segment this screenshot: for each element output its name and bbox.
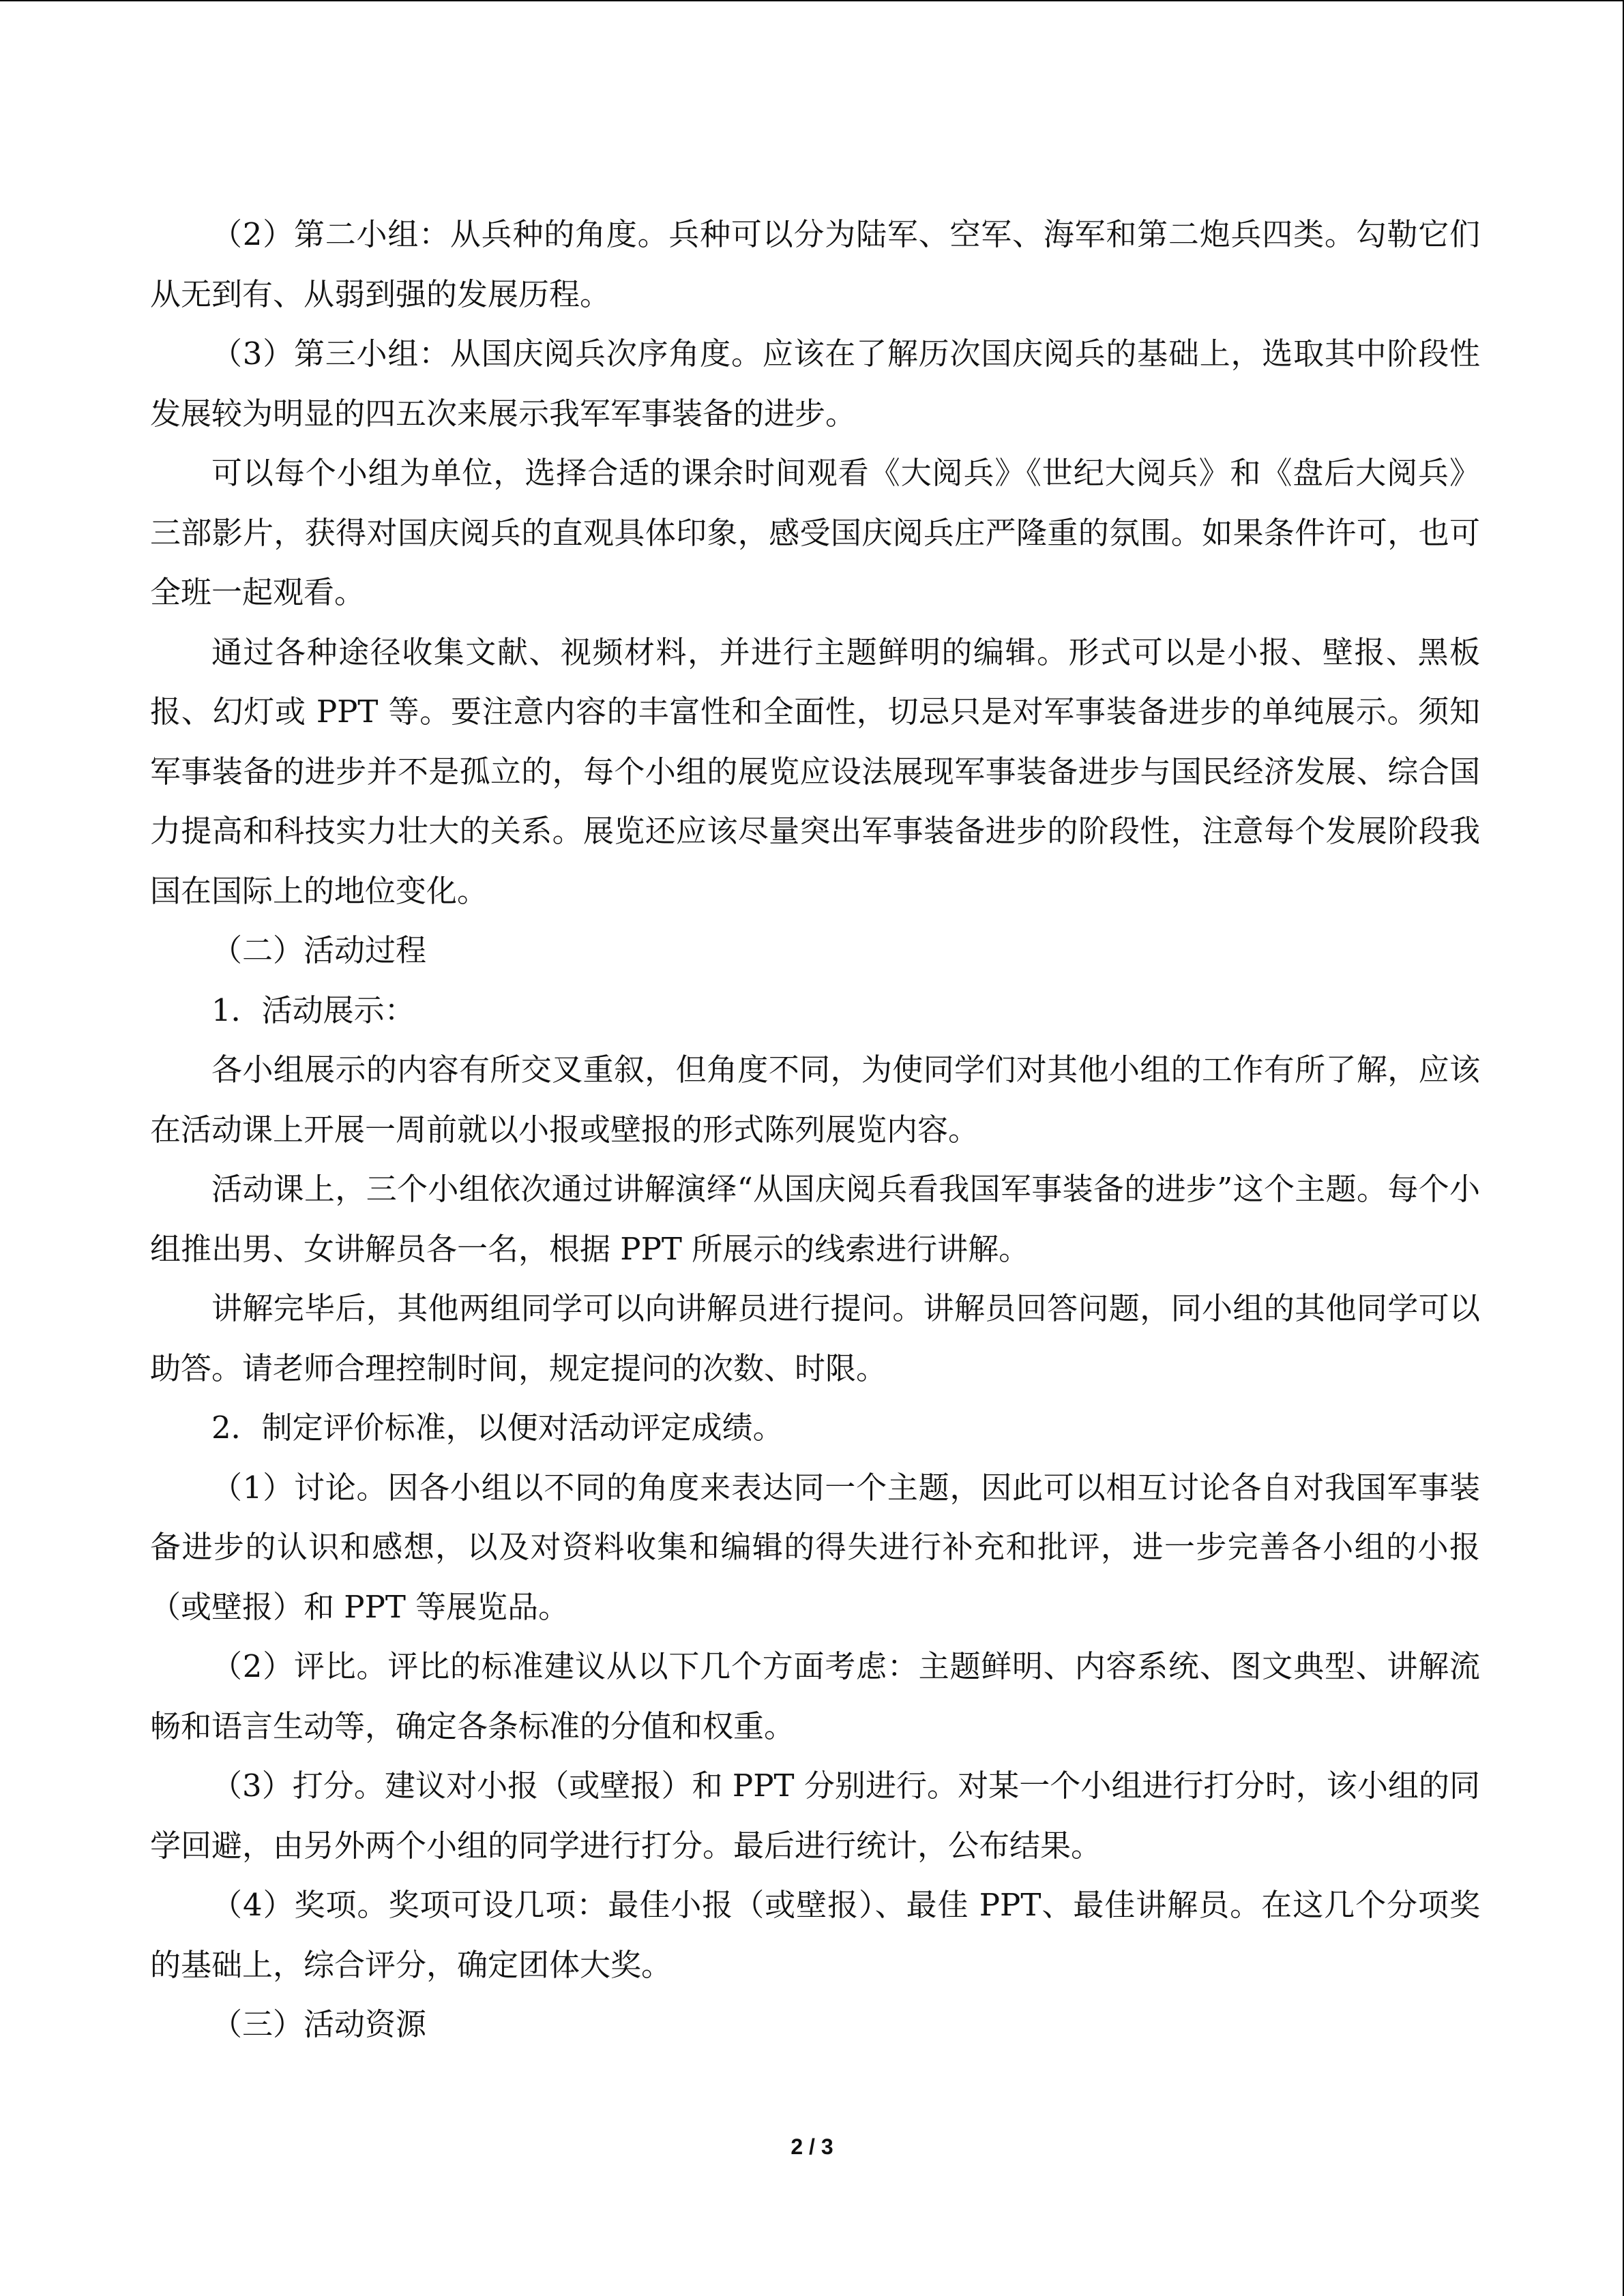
subheading-evaluation-criteria: 2．制定评价标准，以便对活动评定成绩。 — [211, 1410, 784, 1446]
body-text — [150, 205, 1480, 2055]
paragraph-material-collection: 通过各种途径收集文献、视频材料，并进行主题鲜明的编辑。形式可以是小报、壁报、黑板报、幻灯或 PPT 等。要注意内容的丰富性和全面性，切忌只是对军事装备进步的单纯展示。须知军事装备的进步并不是孤立的，每个小组的展览应设法展现军事装备进步与国民经济发展、综合国力提高和科技实力壮大的关系。展览还应该尽量突出军事装备进步的阶段性，注意每个发展阶段我国在国际上的地位变化。 — [150, 633, 1480, 909]
paragraph-display-content: 各小组展示的内容有所交叉重叙，但角度不同，为使同学们对其他小组的工作有所了解，应该在活动课上开展一周前就以小报或壁报的形式陈列展览内容。 — [150, 1052, 1480, 1148]
paragraph-discussion: （1）讨论。因各小组以不同的角度来表达同一个主题，因此可以相互讨论各自对我国军事装备进步的认识和感想，以及对资料收集和编辑的得失进行补充和批评，进一步完善各小组的小报（或壁报）和 PPT 等展览品。 — [150, 1469, 1480, 1625]
paragraph-group2: （2）第二小组：从兵种的角度。兵种可以分为陆军、空军、海军和第二炮兵四类。勾勒它们从无到有、从弱到强的发展历程。 — [150, 216, 1480, 312]
paragraph-comparison: （2）评比。评比的标准建议从以下几个方面考虑：主题鲜明、内容系统、图文典型、讲解流畅和语言生动等，确定各条标准的分值和权重。 — [150, 1648, 1480, 1744]
paragraph-film-viewing: 可以每个小组为单位，选择合适的课余时间观看《大阅兵》《世纪大阅兵》和《盘后大阅兵》三部影片，获得对国庆阅兵的直观具体印象，感受国庆阅兵庄严隆重的氛围。如果条件许可，也可全班一起观看。 — [150, 455, 1480, 610]
section-heading-activity-resources: （三）活动资源 — [211, 2006, 427, 2042]
paragraph-scoring: （3）打分。建议对小报（或壁报）和 PPT 分别进行。对某一个小组进行打分时，该小组的同学回避，由另外两个小组的同学进行打分。最后进行统计，公布结果。 — [150, 1768, 1480, 1864]
paragraph-awards: （4）奖项。奖项可设几项：最佳小报（或壁报）、最佳 PPT、最佳讲解员。在这几个分项奖的基础上，综合评分，确定团体大奖。 — [150, 1887, 1480, 1983]
paragraph-class-presentation: 活动课上，三个小组依次通过讲解演绎“从国庆阅兵看我国军事装备的进步”这个主题。每个小组推出男、女讲解员各一名，根据 PPT 所展示的线索进行讲解。 — [150, 1171, 1480, 1267]
subheading-activity-display: 1．活动展示： — [211, 992, 415, 1028]
paragraph-group3: （3）第三小组：从国庆阅兵次序角度。应该在了解历次国庆阅兵的基础上，选取其中阶段性发展较为明显的四五次来展示我军军事装备的进步。 — [150, 336, 1480, 432]
paragraph-questions: 讲解完毕后，其他两组同学可以向讲解员进行提问。讲解员回答问题，同小组的其他同学可以助答。请老师合理控制时间，规定提问的次数、时限。 — [150, 1290, 1480, 1386]
page-number: 2 / 3 — [791, 2134, 833, 2159]
section-heading-activity-process: （二）活动过程 — [211, 932, 427, 968]
